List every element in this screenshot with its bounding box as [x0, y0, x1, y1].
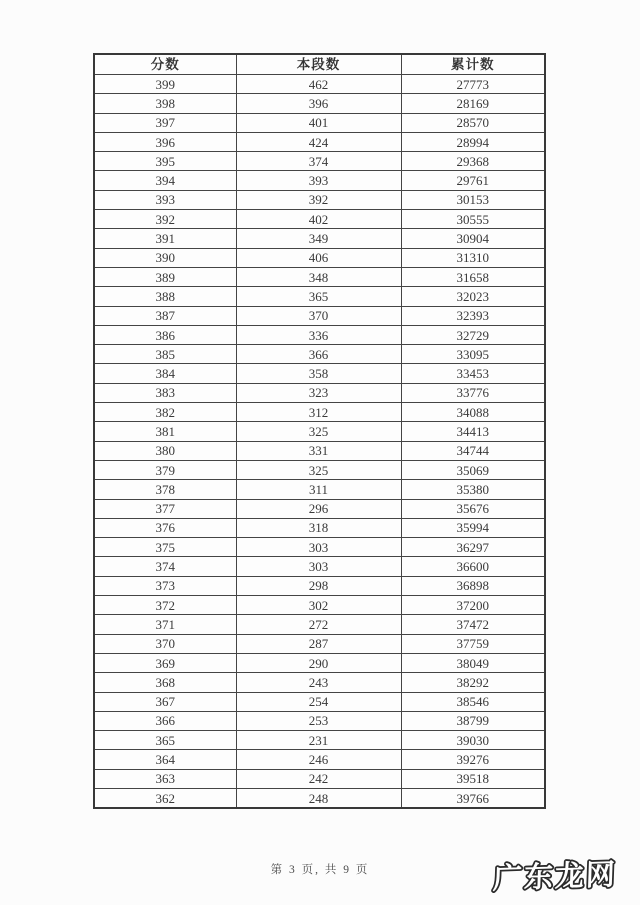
cumulative-count-cell: 38799 — [401, 711, 545, 730]
segment-count-cell: 325 — [236, 422, 401, 441]
table-row — [94, 306, 545, 325]
segment-count-cell: 312 — [236, 403, 401, 422]
table-row — [94, 345, 545, 364]
score-cell: 366 — [94, 711, 236, 730]
cumulative-count-cell: 34088 — [401, 403, 545, 422]
score-cell: 371 — [94, 615, 236, 634]
score-cell: 365 — [94, 731, 236, 750]
score-cell: 382 — [94, 403, 236, 422]
score-cell: 379 — [94, 460, 236, 479]
score-cell: 396 — [94, 132, 236, 151]
score-distribution-table — [93, 53, 546, 809]
table-row — [94, 673, 545, 692]
score-cell: 376 — [94, 518, 236, 537]
score-cell: 387 — [94, 306, 236, 325]
table-row — [94, 113, 545, 132]
table-row — [94, 75, 545, 94]
segment-count-cell: 302 — [236, 596, 401, 615]
cumulative-count-cell: 36297 — [401, 538, 545, 557]
segment-count-cell: 396 — [236, 94, 401, 113]
cumulative-count-cell: 33095 — [401, 345, 545, 364]
segment-count-cell: 248 — [236, 788, 401, 808]
page-number-indicator: 第 3 页, 共 9 页 — [270, 864, 370, 876]
score-cell: 398 — [94, 94, 236, 113]
cumulative-count-cell: 33776 — [401, 383, 545, 402]
segment-count-cell: 323 — [236, 383, 401, 402]
cumulative-count-cell: 38049 — [401, 653, 545, 672]
segment-count-cell: 366 — [236, 345, 401, 364]
cumulative-count-cell: 35994 — [401, 518, 545, 537]
cumulative-count-cell: 38292 — [401, 673, 545, 692]
segment-count-cell: 424 — [236, 132, 401, 151]
table-row — [94, 576, 545, 595]
cumulative-count-cell: 33453 — [401, 364, 545, 383]
table-header-row — [94, 54, 545, 75]
table-row — [94, 248, 545, 267]
segment-count-cell: 358 — [236, 364, 401, 383]
segment-count-cell: 331 — [236, 441, 401, 460]
segment-count-cell: 272 — [236, 615, 401, 634]
score-cell: 394 — [94, 171, 236, 190]
cumulative-count-cell: 32023 — [401, 287, 545, 306]
cumulative-count-cell: 35380 — [401, 480, 545, 499]
cumulative-count-cell: 30904 — [401, 229, 545, 248]
score-cell: 372 — [94, 596, 236, 615]
table-row — [94, 615, 545, 634]
cumulative-count-cell: 39518 — [401, 769, 545, 788]
segment-count-cell: 402 — [236, 210, 401, 229]
score-cell: 373 — [94, 576, 236, 595]
table-row — [94, 441, 545, 460]
segment-count-cell: 349 — [236, 229, 401, 248]
segment-count-cell: 311 — [236, 480, 401, 499]
segment-count-cell: 462 — [236, 75, 401, 94]
table-row — [94, 171, 545, 190]
table-row — [94, 325, 545, 344]
cumulative-count-cell: 37759 — [401, 634, 545, 653]
table-row — [94, 499, 545, 518]
cumulative-count-cell: 37472 — [401, 615, 545, 634]
watermark-text: 广东龙网 — [492, 856, 618, 896]
column-header-score: 分数 — [94, 54, 236, 75]
score-cell: 380 — [94, 441, 236, 460]
cumulative-count-cell: 36600 — [401, 557, 545, 576]
score-cell: 383 — [94, 383, 236, 402]
score-cell: 386 — [94, 325, 236, 344]
table-row — [94, 480, 545, 499]
table-row — [94, 94, 545, 113]
cumulative-count-cell: 37200 — [401, 596, 545, 615]
score-cell: 364 — [94, 750, 236, 769]
segment-count-cell: 296 — [236, 499, 401, 518]
score-cell: 375 — [94, 538, 236, 557]
cumulative-count-cell: 30555 — [401, 210, 545, 229]
segment-count-cell: 365 — [236, 287, 401, 306]
score-cell: 363 — [94, 769, 236, 788]
cumulative-count-cell: 39766 — [401, 788, 545, 808]
score-cell: 385 — [94, 345, 236, 364]
cumulative-count-cell: 34413 — [401, 422, 545, 441]
score-cell: 395 — [94, 152, 236, 171]
table-row — [94, 210, 545, 229]
watermark-logo — [483, 842, 635, 905]
score-cell: 391 — [94, 229, 236, 248]
cumulative-count-cell: 34744 — [401, 441, 545, 460]
cumulative-count-cell: 39030 — [401, 731, 545, 750]
score-cell: 397 — [94, 113, 236, 132]
cumulative-count-cell: 38546 — [401, 692, 545, 711]
table-row — [94, 190, 545, 209]
segment-count-cell: 318 — [236, 518, 401, 537]
cumulative-count-cell: 35676 — [401, 499, 545, 518]
score-cell: 390 — [94, 248, 236, 267]
table-row — [94, 634, 545, 653]
segment-count-cell: 401 — [236, 113, 401, 132]
segment-count-cell: 254 — [236, 692, 401, 711]
score-cell: 369 — [94, 653, 236, 672]
segment-count-cell: 303 — [236, 538, 401, 557]
score-cell: 368 — [94, 673, 236, 692]
table-row — [94, 769, 545, 788]
score-cell: 374 — [94, 557, 236, 576]
table-row — [94, 460, 545, 479]
table-row — [94, 711, 545, 730]
column-header-cumulative-count: 累计数 — [401, 54, 545, 75]
segment-count-cell: 370 — [236, 306, 401, 325]
table-row — [94, 538, 545, 557]
table-row — [94, 692, 545, 711]
segment-count-cell: 336 — [236, 325, 401, 344]
table-row — [94, 518, 545, 537]
segment-count-cell: 392 — [236, 190, 401, 209]
segment-count-cell: 242 — [236, 769, 401, 788]
table-row — [94, 132, 545, 151]
score-cell: 362 — [94, 788, 236, 808]
segment-count-cell: 231 — [236, 731, 401, 750]
score-cell: 370 — [94, 634, 236, 653]
table-row — [94, 152, 545, 171]
score-cell: 389 — [94, 267, 236, 286]
score-cell: 381 — [94, 422, 236, 441]
score-cell: 377 — [94, 499, 236, 518]
table-row — [94, 383, 545, 402]
score-cell: 367 — [94, 692, 236, 711]
cumulative-count-cell: 35069 — [401, 460, 545, 479]
table-body — [94, 75, 545, 809]
cumulative-count-cell: 31658 — [401, 267, 545, 286]
cumulative-count-cell: 30153 — [401, 190, 545, 209]
table-row — [94, 229, 545, 248]
segment-count-cell: 406 — [236, 248, 401, 267]
segment-count-cell: 246 — [236, 750, 401, 769]
table-row — [94, 364, 545, 383]
segment-count-cell: 290 — [236, 653, 401, 672]
score-cell: 388 — [94, 287, 236, 306]
cumulative-count-cell: 28570 — [401, 113, 545, 132]
cumulative-count-cell: 29761 — [401, 171, 545, 190]
score-cell: 392 — [94, 210, 236, 229]
cumulative-count-cell: 32393 — [401, 306, 545, 325]
score-cell: 399 — [94, 75, 236, 94]
cumulative-count-cell: 39276 — [401, 750, 545, 769]
table-row — [94, 750, 545, 769]
segment-count-cell: 325 — [236, 460, 401, 479]
table-row — [94, 557, 545, 576]
segment-count-cell: 303 — [236, 557, 401, 576]
cumulative-count-cell: 28169 — [401, 94, 545, 113]
cumulative-count-cell: 32729 — [401, 325, 545, 344]
score-cell: 384 — [94, 364, 236, 383]
segment-count-cell: 374 — [236, 152, 401, 171]
column-header-segment-count: 本段数 — [236, 54, 401, 75]
cumulative-count-cell: 28994 — [401, 132, 545, 151]
table-row — [94, 403, 545, 422]
table-row — [94, 731, 545, 750]
segment-count-cell: 393 — [236, 171, 401, 190]
score-cell: 393 — [94, 190, 236, 209]
segment-count-cell: 243 — [236, 673, 401, 692]
table-row — [94, 653, 545, 672]
table-row — [94, 422, 545, 441]
cumulative-count-cell: 29368 — [401, 152, 545, 171]
cumulative-count-cell: 31310 — [401, 248, 545, 267]
cumulative-count-cell: 27773 — [401, 75, 545, 94]
segment-count-cell: 298 — [236, 576, 401, 595]
score-cell: 378 — [94, 480, 236, 499]
segment-count-cell: 287 — [236, 634, 401, 653]
segment-count-cell: 348 — [236, 267, 401, 286]
segment-count-cell: 253 — [236, 711, 401, 730]
table-row — [94, 287, 545, 306]
cumulative-count-cell: 36898 — [401, 576, 545, 595]
table-row — [94, 267, 545, 286]
table-row — [94, 596, 545, 615]
table-row — [94, 788, 545, 808]
